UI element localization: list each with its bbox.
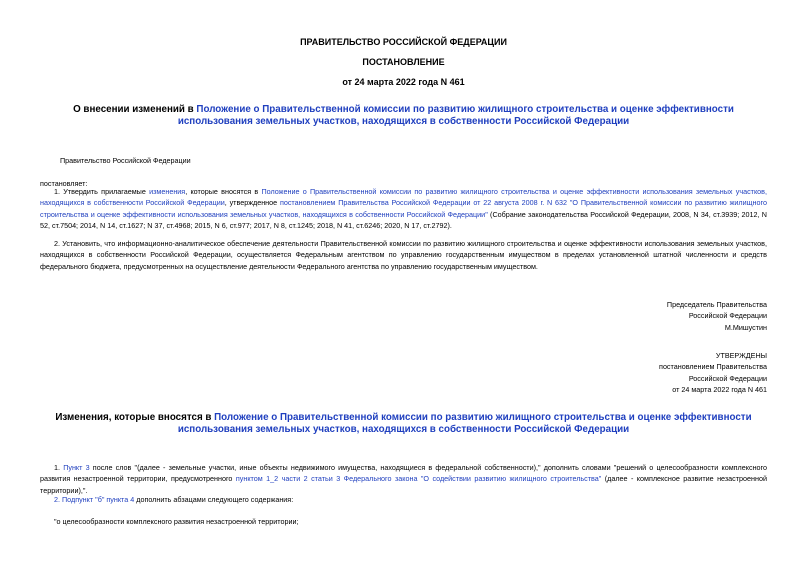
approval-line-4: от 24 марта 2022 года N 461: [672, 385, 767, 395]
change-item-2: [54, 494, 293, 505]
p1-text-c: , утвержденное: [224, 198, 280, 208]
signature-line-2: Российской Федерации: [688, 311, 767, 321]
title-prefix: О внесении изменений в: [73, 104, 197, 115]
approval-line-1: УТВЕРЖДЕНЫ: [715, 351, 767, 360]
c2-text-a: дополнить абзацами следующего содержания:: [134, 495, 294, 504]
signature-line-3: М.Мишустин: [724, 322, 767, 332]
document-date: от 24 марта 2022 года N 461: [342, 77, 465, 87]
changes-title-link-regulation[interactable]: Положение о Правительственной комиссии по развитию жилищного строительства и оценке эффективности использования земельных участков, находящихся в собственности Российской Федерации: [177, 412, 752, 435]
paragraph-1: [40, 186, 767, 232]
issuer: Правительство Российской Федерации: [60, 156, 191, 165]
changes-title-prefix: Изменения, которые вносятся в: [55, 412, 215, 423]
c1-num: 1.: [54, 463, 64, 472]
paragraph-2: 2. Установить, что информационно-аналитическое обеспечение деятельности Правительственной комиссии по развитию жилищного строительства и оценке эффективности использования земельных участков, находящихся в собственности Российской Федерации, осуществляется Федеральным агентством по управлению государственным имуществом в пределах установленной штатной численности и средств федерального бюджета, предусмотренных на осуществление деятельности Федерального агентства по управлению государственным имуществом.: [40, 239, 767, 271]
p1-text-a: 1. Утвердить прилагаемые: [54, 187, 150, 196]
c1-text-a: после слов "(далее - земельные участки, иные объекты недвижимого имущества, находящиеся в федеральной собственности)," дополнить словами "решений о целесообразности комплексного развития незастроенной территории, предусмотренного: [40, 463, 767, 484]
approval-block: [659, 350, 767, 396]
p1-text-d: (Собрание законодательства Российской Федерации, 2008, N 34, ст.3939; 2012, N 52, ст.7504; 2014, N 14, ст.1627; N 37, ст.4968; 2015, N 6, ст.977; 2017, N 8, ст.1245; 2018, N 41, ст.6246; 2020, N 17, ст.2792).: [40, 209, 767, 231]
signature-line-1: Председатель Правительства: [666, 300, 767, 309]
changes-title: [40, 412, 767, 436]
title-link-regulation[interactable]: Положение о Правительственной комиссии по развитию жилищного строительства и оценке эффективности использования земельных участков, находящихся в собственности Российской Федерации: [177, 104, 734, 127]
c1-text-b: (далее - комплексное развитие незастроенной территории),".: [40, 474, 767, 495]
c2-link-subclause[interactable]: 2. Подпункт "б" пункта 4: [54, 495, 135, 504]
p1-link-changes[interactable]: изменения: [149, 187, 186, 196]
change-item-3: "о целесообразности комплексного развития незастроенной территории;: [54, 517, 299, 526]
change-item-1: [40, 462, 767, 496]
decrees-word: постановляет:: [40, 179, 88, 188]
p1-link-regulation[interactable]: Положение о Правительственной комиссии по развитию жилищного строительства и оценке эффективности использования земельных участков, находящихся в собственности Российской Федерации: [40, 187, 767, 208]
signature-block: [667, 299, 767, 333]
document-title: [40, 104, 767, 128]
c1-link-federal-law[interactable]: пунктом 1_2 части 2 статьи 3 Федерального закона "О содействии развитию жилищного строительства": [235, 474, 602, 484]
document-type: ПОСТАНОВЛЕНИЕ: [362, 57, 445, 67]
p1-link-resolution-632[interactable]: постановлением Правительства Российской Федерации от 22 августа 2008 г. N 632 "О Правительственной комиссии по развитию жилищного строительства и оценке эффективности использования земельных участков, находящихся в собственности Российской Федерации": [40, 198, 767, 219]
government-header: ПРАВИТЕЛЬСТВО РОССИЙСКОЙ ФЕДЕРАЦИИ: [300, 37, 507, 47]
p1-text-b: , которые вносятся в: [185, 187, 262, 196]
approval-line-3: Российской Федерации: [688, 373, 767, 383]
approval-line-2: постановлением Правительства: [659, 362, 767, 372]
c1-link-clause-3[interactable]: Пункт 3: [63, 463, 90, 472]
